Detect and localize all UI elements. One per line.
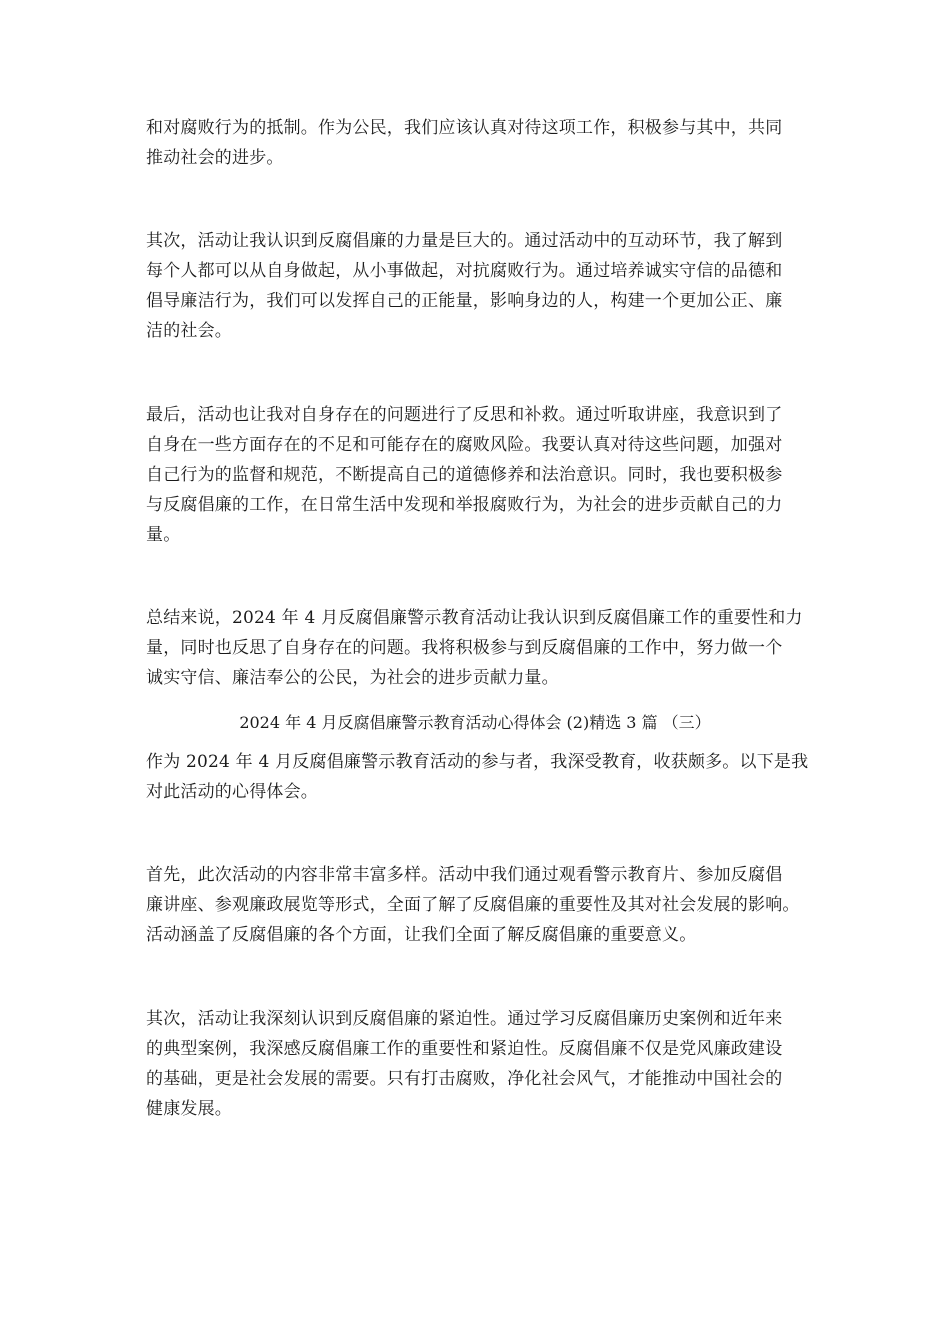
paragraph-line: 其次，活动让我深刻认识到反腐倡廉的紧迫性。通过学习反腐倡廉历史案例和近年来: [146, 1009, 783, 1029]
paragraph-line: 活动涵盖了反腐倡廉的各个方面，让我们全面了解反腐倡廉的重要意义。: [146, 925, 697, 945]
paragraph-line: 其次，活动让我认识到反腐倡廉的力量是巨大的。通过活动中的互动环节，我了解到: [146, 231, 783, 251]
paragraph-line: 作为 2024 年 4 月反腐倡廉警示教育活动的参与者，我深受教育，收获颇多。以下是我: [146, 752, 809, 772]
paragraph-line: 首先，此次活动的内容非常丰富多样。活动中我们通过观看警示教育片、参加反腐倡: [146, 865, 783, 885]
paragraph-line: 廉讲座、参观廉政展览等形式，全面了解了反腐倡廉的重要性及其对社会发展的影响。: [146, 895, 800, 915]
paragraph-line: 对此活动的心得体会。: [146, 782, 318, 802]
paragraph-line: 自身在一些方面存在的不足和可能存在的腐败风险。我要认真对待这些问题，加强对: [146, 435, 783, 455]
paragraph-line: 量。: [146, 525, 181, 545]
paragraph-line: 自己行为的监督和规范，不断提高自己的道德修养和法治意识。同时，我也要积极参: [146, 465, 783, 485]
paragraph-line: 诚实守信、廉洁奉公的公民，为社会的进步贡献力量。: [146, 668, 559, 688]
section-heading: 2024 年 4 月反腐倡廉警示教育活动心得体会 (2)精选 3 篇 （三）: [239, 713, 711, 732]
paragraph-line: 和对腐败行为的抵制。作为公民，我们应该认真对待这项工作，积极参与其中，共同: [146, 118, 783, 138]
paragraph-line: 洁的社会。: [146, 321, 232, 341]
paragraph-line: 的典型案例，我深感反腐倡廉工作的重要性和紧迫性。反腐倡廉不仅是党风廉政建设: [146, 1039, 783, 1059]
paragraph-line: 的基础，更是社会发展的需要。只有打击腐败，净化社会风气，才能推动中国社会的: [146, 1069, 783, 1089]
paragraph-line: 推动社会的进步。: [146, 148, 284, 168]
paragraph-line: 每个人都可以从自身做起，从小事做起，对抗腐败行为。通过培养诚实守信的品德和: [146, 261, 783, 281]
paragraph-line: 健康发展。: [146, 1099, 232, 1119]
paragraph-line: 总结来说，2024 年 4 月反腐倡廉警示教育活动让我认识到反腐倡廉工作的重要性和力: [146, 608, 803, 628]
paragraph-line: 倡导廉洁行为，我们可以发挥自己的正能量，影响身边的人，构建一个更加公正、廉: [146, 291, 783, 311]
paragraph-line: 量，同时也反思了自身存在的问题。我将积极参与到反腐倡廉的工作中，努力做一个: [146, 638, 783, 658]
paragraph-line: 最后，活动也让我对自身存在的问题进行了反思和补救。通过听取讲座，我意识到了: [146, 405, 783, 425]
paragraph-line: 与反腐倡廉的工作，在日常生活中发现和举报腐败行为，为社会的进步贡献自己的力: [146, 495, 783, 515]
